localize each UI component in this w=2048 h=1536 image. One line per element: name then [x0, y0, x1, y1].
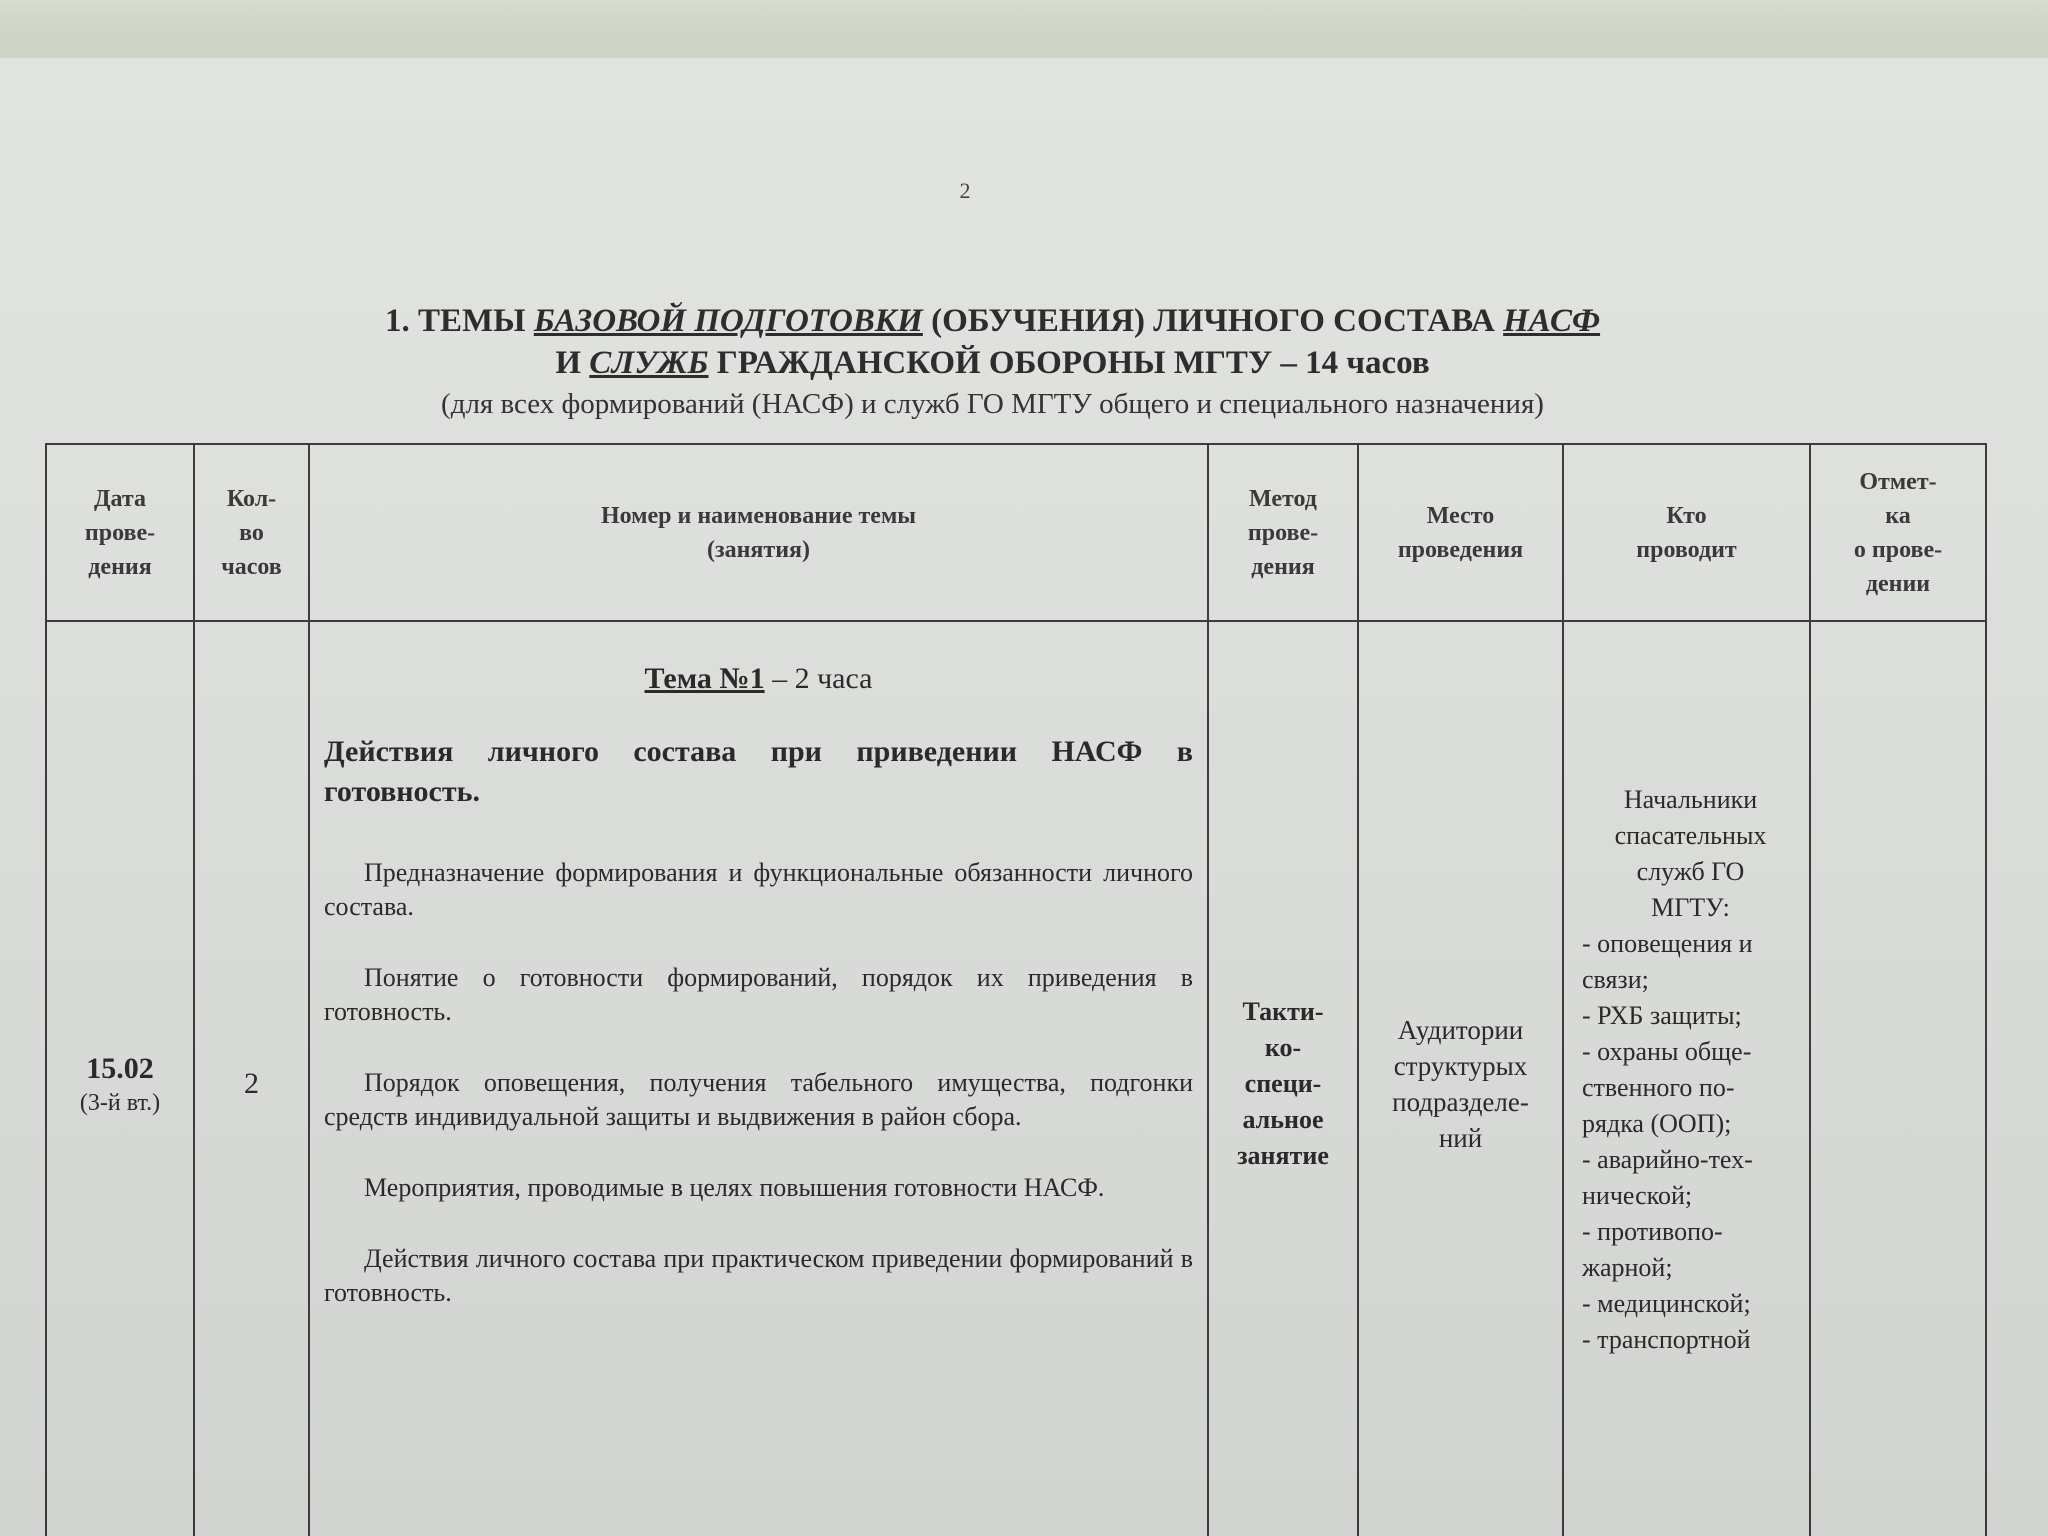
- cell-date: [46, 621, 194, 1536]
- who-item: - транспортной: [1582, 1325, 1751, 1354]
- who-item: - аварийно-тех-: [1582, 1145, 1753, 1174]
- table-header-row: [46, 444, 1986, 621]
- table-row: [46, 621, 1986, 1536]
- header-mark: Отмет- ка о прове- дении: [1810, 444, 1986, 621]
- cell-place: Аудитории структурых подразделе- ний: [1358, 621, 1563, 1536]
- topic-title: Действия личного состава при приведении НАСФ в готовность.: [324, 735, 1193, 808]
- topic-paragraph: Предназначение формирования и функциональные обязанности личного состава.: [324, 858, 1193, 921]
- title-line-2: И СЛУЖБ ГРАЖДАНСКОЙ ОБОРОНЫ МГТУ – 14 часов: [555, 345, 1430, 381]
- document-page: [0, 58, 2048, 1536]
- cell-mark: [1810, 621, 1986, 1536]
- header-method: Метод прове- дения: [1208, 444, 1358, 621]
- who-item: нической;: [1582, 1181, 1693, 1210]
- who-item: - противопо-: [1582, 1217, 1723, 1246]
- header-hours: Кол- во часов: [194, 444, 309, 621]
- document-title: [0, 300, 1985, 384]
- title-underlined-nasf: НАСФ: [1503, 303, 1601, 339]
- title-underlined-basic-training: БАЗОВОЙ ПОДГОТОВКИ: [533, 303, 923, 339]
- header-place: Место проведения: [1358, 444, 1563, 621]
- page-number: 2: [959, 178, 971, 203]
- topic-paragraph: Действия личного состава при практическом приведении формирований в готовность.: [324, 1244, 1193, 1307]
- title-underlined-services: СЛУЖБ: [589, 345, 709, 381]
- topic-number: Тема №1 – 2 часа: [644, 662, 873, 695]
- cell-method: Такти- ко- специ- альное занятие: [1208, 621, 1358, 1536]
- topic-paragraph: Мероприятия, проводимые в целях повышения готовности НАСФ.: [364, 1173, 1105, 1202]
- date-note: (3-й вт.): [79, 1089, 161, 1116]
- title-line-1: 1. ТЕМЫ БАЗОВОЙ ПОДГОТОВКИ (ОБУЧЕНИЯ) ЛИЧНОГО СОСТАВА НАСФ: [384, 303, 1601, 339]
- topic-paragraph: Порядок оповещения, получения табельного имущества, подгонки средств индивидуальной защиты и выдвижения в район сбора.: [324, 1068, 1193, 1131]
- who-item: - РХБ защиты;: [1582, 1001, 1742, 1030]
- document-subtitle: (для всех формирований (НАСФ) и служб ГО МГТУ общего и специального назначения): [441, 388, 1544, 420]
- who-item: жарной;: [1582, 1253, 1673, 1282]
- header-topic: Номер и наименование темы (занятия): [309, 444, 1208, 621]
- cell-topic: [309, 621, 1208, 1536]
- who-item: связи;: [1582, 965, 1649, 994]
- who-item: - медицинской;: [1582, 1289, 1751, 1318]
- topics-table: [45, 443, 1987, 1536]
- cell-hours: 2: [194, 621, 309, 1536]
- who-item: - оповещения и: [1582, 929, 1753, 958]
- who-item: рядка (ООП);: [1582, 1109, 1732, 1138]
- header-who: Кто проводит: [1563, 444, 1810, 621]
- topic-paragraph: Понятие о готовности формирований, порядок их приведения в готовность.: [324, 963, 1193, 1026]
- who-item: - охраны обще-: [1582, 1037, 1752, 1066]
- who-item: ственного по-: [1582, 1073, 1735, 1102]
- cell-who: [1563, 621, 1810, 1536]
- who-heading: Начальники спасательных служб ГО МГТУ:: [1614, 785, 1767, 922]
- header-date: Дата прове- дения: [46, 444, 194, 621]
- date-value: 15.02: [86, 1051, 154, 1085]
